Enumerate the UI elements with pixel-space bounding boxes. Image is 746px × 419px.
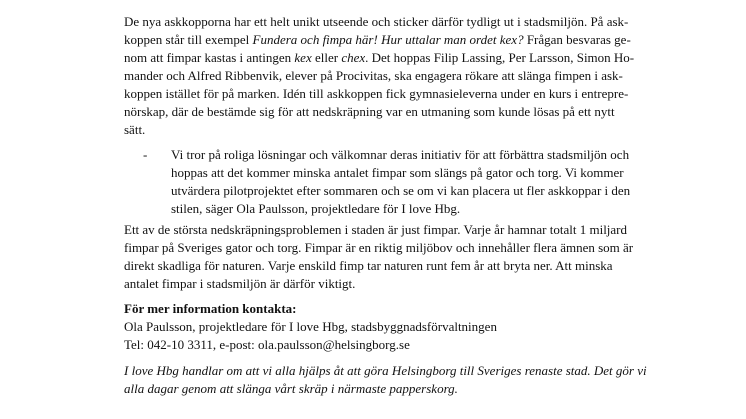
intro-paragraph <box>124 13 656 139</box>
text-run: nom att fimpar kastas i antingen <box>124 50 295 65</box>
text-line: mander och Alfred Ribbenvik, elever på Procivitas, ska engagera rökare att slänga fimpen i ask- <box>124 68 623 83</box>
quote-dash: - <box>143 147 148 162</box>
text-run: Frågan besvaras ge- <box>523 32 631 47</box>
text-line: koppen istället för på marken. Idén till askkoppen fick gymnasieleverna under en kurs i entrepre- <box>124 86 629 101</box>
contact-section <box>124 300 656 354</box>
text-line: Ett av de största nedskräpningsproblemen i staden är just fimpar. Varje år hamnar totalt 1 miljard <box>124 222 628 237</box>
text-line: De nya askkopporna har ett helt unikt utseende och sticker därför tydligt ut i stadsmiljön. På ask- <box>124 14 629 29</box>
contact-heading: För mer information kontakta: <box>124 301 297 316</box>
text-line: Vi tror på roliga lösningar och välkomnar deras initiativ för att förbättra stadsmiljön och <box>171 147 630 162</box>
contact-phone-email: Tel: 042-10 3311, e-post: ola.paulsson@helsingborg.se <box>124 337 410 352</box>
text-line: nörskap, där de bestämde sig för att nedskräpning var en utmaning som kunde lösas på ett nytt <box>124 104 615 119</box>
text-run: koppen står till exempel <box>124 32 253 47</box>
text-line: antalet fimpar i stadsmiljön är därför viktigt. <box>124 276 356 291</box>
footer-tagline <box>124 362 656 398</box>
text-line: I love Hbg handlar om att vi alla hjälps åt att göra Helsingborg till Sveriges renaste stad. Det gör vi <box>124 363 647 378</box>
text-line: utvärdera pilotprojektet efter sommaren och se om vi kan placera ut fler askkoppar i den <box>171 183 631 198</box>
quote-text <box>171 146 666 218</box>
text-run: eller <box>311 50 342 65</box>
contact-name: Ola Paulsson, projektledare för I love Hbg, stadsbyggnadsförvaltningen <box>124 319 497 334</box>
text-run: . Det hoppas Filip Lassing, Per Larsson, Simon Ho- <box>365 50 635 65</box>
body-paragraph <box>124 221 656 293</box>
text-line: fimpar på Sveriges gator och torg. Fimpar är en riktig miljöbov och innehåller flera ämnen som är <box>124 240 634 255</box>
text-line <box>124 31 656 49</box>
chex-word: chex <box>341 50 366 65</box>
text-line: sätt. <box>124 122 146 137</box>
text-line <box>124 49 656 67</box>
text-line: hoppas att det kommer minska antalet fimpar som slängs på gator och torg. Vi kommer <box>171 165 624 180</box>
quoted-sign-text: Fundera och fimpa här! Hur uttalar man ordet kex? <box>252 32 524 47</box>
kex-word: kex <box>294 50 312 65</box>
text-line: direkt skadliga för naturen. Varje enskild fimp tar naturen runt fem år att bryta ner. Att minska <box>124 258 613 273</box>
text-line: alla dagar genom att slänga vårt skräp i närmaste papperskorg. <box>124 381 458 396</box>
text-line: stilen, säger Ola Paulsson, projektledare för I love Hbg. <box>171 201 461 216</box>
